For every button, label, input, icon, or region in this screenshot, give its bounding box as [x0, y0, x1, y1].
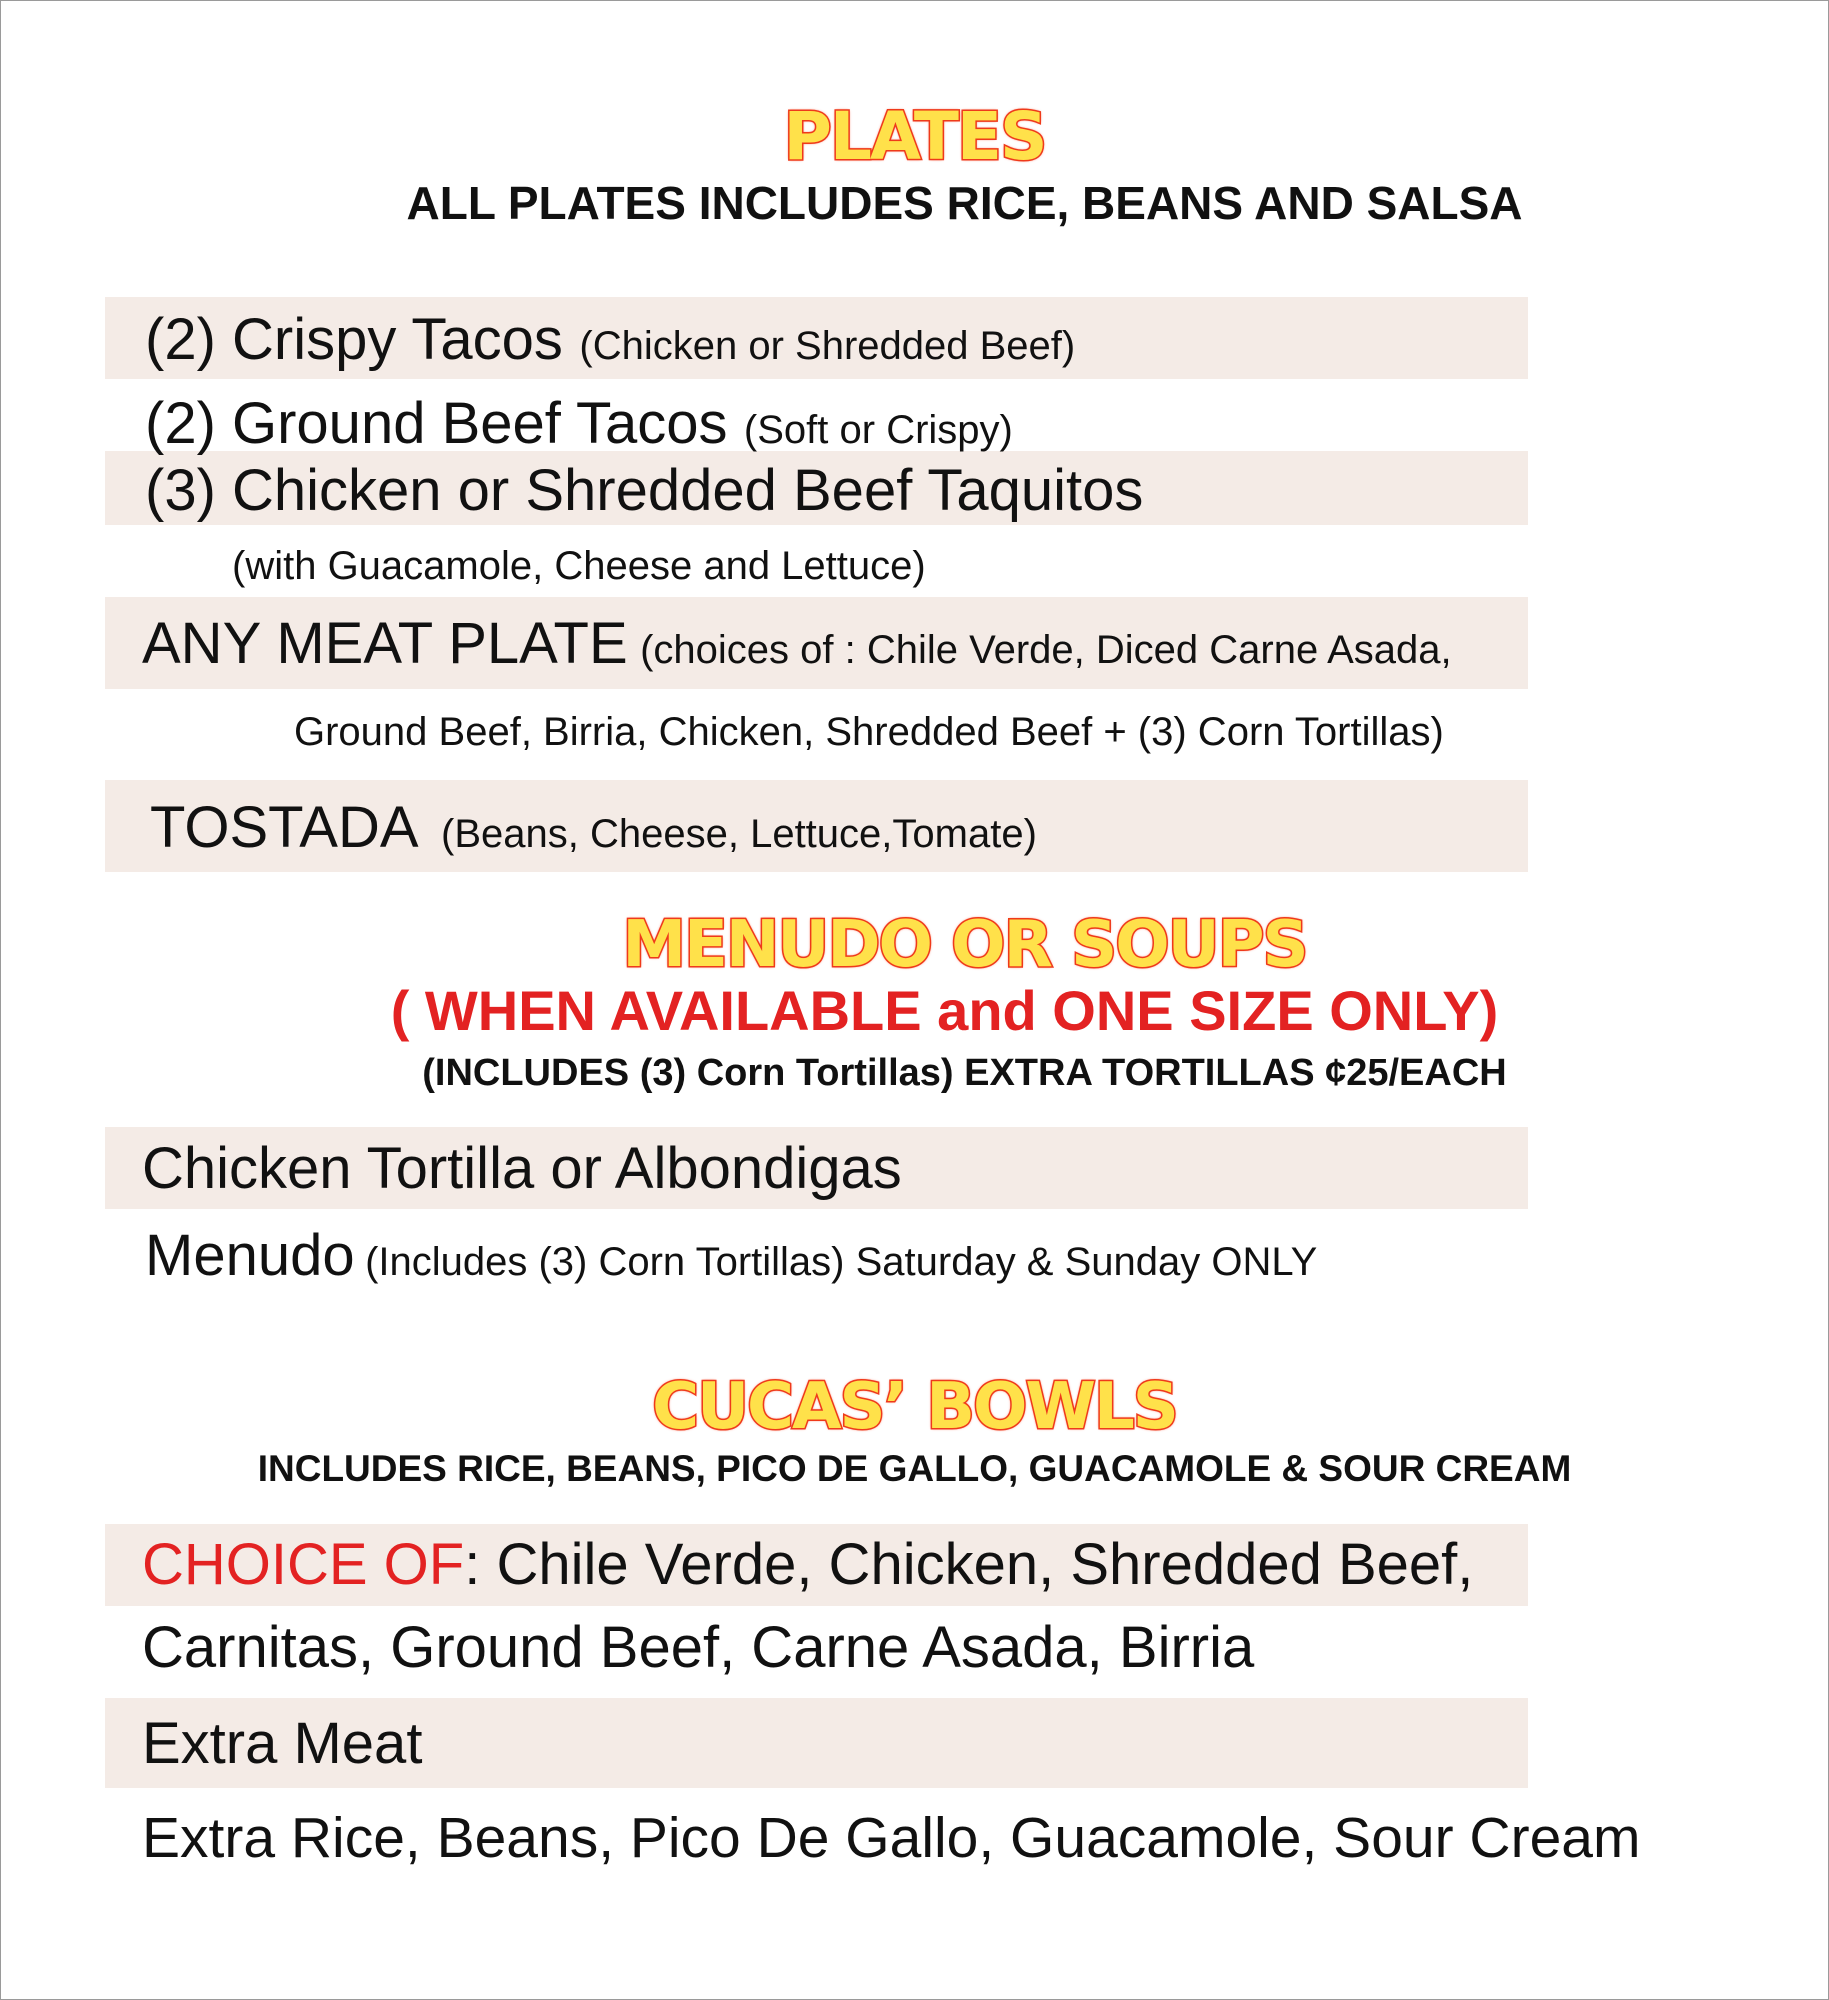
item-note-continued: Ground Beef, Birria, Chicken, Shredded Beef + (3) Corn Tortillas): [294, 710, 1444, 754]
choice-separator: :: [464, 1532, 481, 1597]
bowls-title: CUCAS’ BOWLS: [652, 1370, 1177, 1444]
item-note: (choices of : Chile Verde, Diced Carne Asada,: [640, 628, 1452, 672]
item-note: (Includes (3) Corn Tortillas) Saturday & Sunday ONLY: [365, 1240, 1318, 1284]
item-note: (Chicken or Shredded Beef): [579, 324, 1076, 368]
bowl-choices: [142, 1531, 1473, 1598]
item-note: (Soft or Crispy): [743, 408, 1013, 452]
item-name: Chicken Tortilla or Albondigas: [142, 1136, 902, 1201]
extra-meat: Extra Meat: [142, 1711, 423, 1776]
item-name: (2) Crispy Tacos: [145, 307, 563, 372]
list-item: [150, 794, 1037, 861]
list-item: [142, 610, 1452, 677]
item-note: (with Guacamole, Cheese and Lettuce): [232, 544, 926, 588]
item-name: (3) Chicken or Shredded Beef Taquitos: [145, 458, 1144, 523]
list-item: [145, 1222, 1317, 1289]
choice-line-1: Chile Verde, Chicken, Shredded Beef,: [480, 1532, 1474, 1597]
plates-title: PLATES: [783, 98, 1046, 175]
choice-label: CHOICE OF: [142, 1532, 465, 1597]
choice-line-2: Carnitas, Ground Beef, Carne Asada, Birria: [142, 1615, 1255, 1680]
list-item: [145, 390, 1013, 457]
item-note: (Beans, Cheese, Lettuce,Tomate): [441, 812, 1037, 856]
extras: Extra Rice, Beans, Pico De Gallo, Guacamole, Sour Cream: [142, 1806, 1641, 1870]
item-name: ANY MEAT PLATE: [142, 611, 628, 676]
item-name: Menudo: [145, 1223, 355, 1288]
plates-subtitle: ALL PLATES INCLUDES RICE, BEANS AND SALSA: [406, 177, 1523, 229]
soups-availability: ( WHEN AVAILABLE and ONE SIZE ONLY): [390, 979, 1499, 1042]
item-name: (2) Ground Beef Tacos: [145, 391, 728, 456]
bowls-subtitle: INCLUDES RICE, BEANS, PICO DE GALLO, GUACAMOLE & SOUR CREAM: [257, 1448, 1572, 1489]
soups-includes: (INCLUDES (3) Corn Tortillas) EXTRA TORTILLAS ¢25/EACH: [422, 1052, 1507, 1094]
item-name: TOSTADA: [150, 795, 419, 860]
list-item: [145, 306, 1075, 373]
soups-title: MENUDO OR SOUPS: [622, 908, 1307, 982]
